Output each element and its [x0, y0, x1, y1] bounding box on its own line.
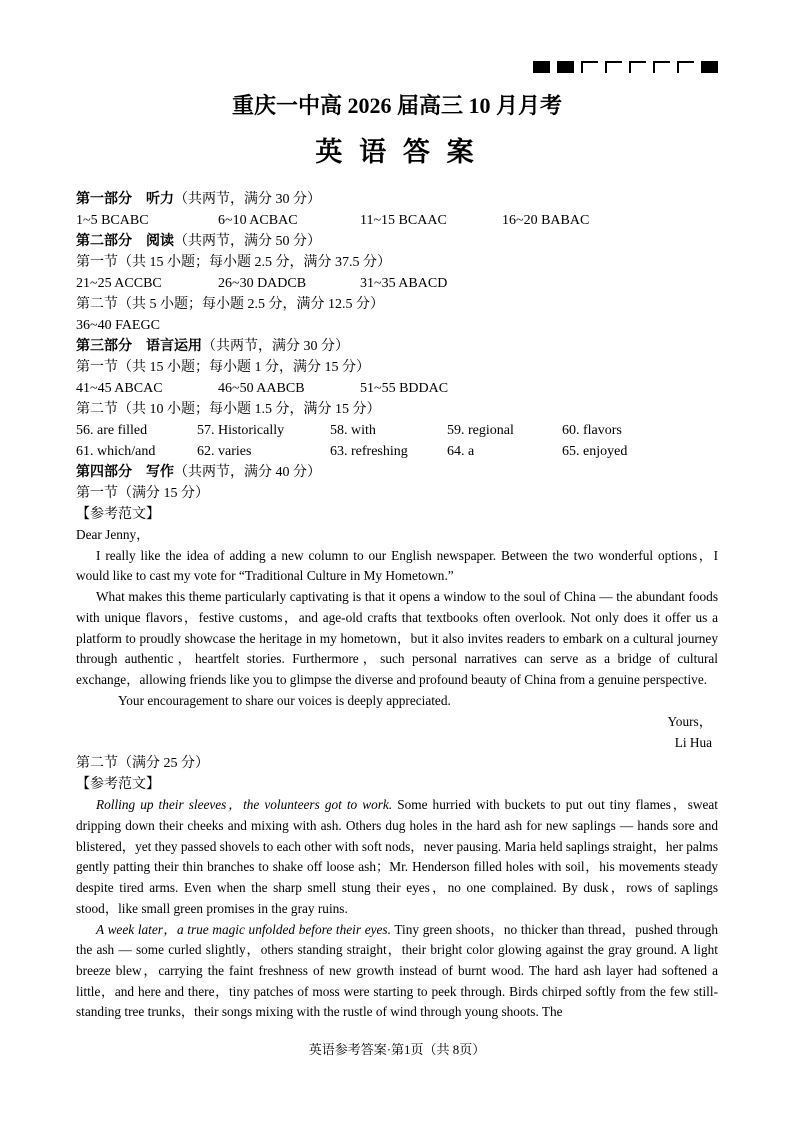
- part3-section1-heading: 第一节（共 15 小题；每小题 1 分，满分 15 分）: [76, 360, 370, 375]
- letter-paragraph-1: I really like the idea of adding a new column to our English newspaper. Between the two wonderful options，I would like to cast my vote for “Traditional Culture in My Hometown.”: [76, 547, 718, 584]
- letter-paragraph-3: Your encouragement to share our voices is deeply appreciated.: [118, 692, 451, 708]
- model-essay-tag: 【参考范文】: [76, 507, 160, 522]
- part3-label: 第三部分 语言运用: [76, 339, 202, 354]
- part2-section2-heading: 第二节（共 5 小题；每小题 2.5 分，满分 12.5 分）: [76, 297, 384, 312]
- answer-group: 11~15 BCAAC: [360, 213, 447, 228]
- answer-group: 41~45 ABCAC: [76, 381, 163, 396]
- part3-section1-answers-row: [76, 378, 718, 399]
- essay-paragraph-2-rest: Tiny green shoots，no thicker than thread，pushed through the ash — some curled slightly，others standing straight，their bright color glowing against the gray ground. A light breeze blew，carrying the faint freshness of new growth instead of burnt wood. The hard ash layer had softened a little，and here and there，tiny patches of moss were starting to peek through. Birds chirped softly from the few still-standing tree trunks，their songs mixing with the rustle of wind through young shoots. The: [76, 921, 718, 1020]
- part4-section1-heading: 第一节（满分 15 分）: [76, 486, 209, 501]
- part3-info: （共两节，满分 30 分）: [202, 339, 349, 354]
- answer-key-section: [76, 189, 718, 525]
- fill-answer: 63. refreshing: [330, 444, 408, 459]
- fill-answer: 61. which/and: [76, 444, 156, 459]
- exam-title: 重庆一中高 2026 届高三 10 月月考: [231, 93, 562, 118]
- fill-answer: 62. varies: [197, 444, 252, 459]
- document-body: [76, 0, 718, 1023]
- part2-info: （共两节，满分 50 分）: [174, 234, 321, 249]
- letter-closing: Yours，: [667, 714, 712, 730]
- fill-answer: 65. enjoyed: [562, 444, 628, 459]
- part3-section2-heading: 第二节（共 10 小题；每小题 1.5 分，满分 15 分）: [76, 402, 381, 417]
- part4-section2-block: [76, 753, 718, 795]
- essay-paragraph-1-rest: Some hurried with buckets to put out tiny flames，sweat dripping down their cheeks and mixing with ash. Others dug holes in the hard ash for new saplings — hands sore and blistered，yet they passed shovels to each other with soft nods，never pausing. Maria held saplings straight，her palms gently patting their thin branches to shake off loose ash；Mr. Henderson filled holes with soil，his movements steady despite tired arms. Even when the sharp smell stung their eyes，no one complained. By dusk，rows of saplings stood，like small green promises in the gray ruins.: [76, 797, 718, 916]
- answer-group: 1~5 BCABC: [76, 213, 149, 228]
- answer-group: 31~35 ABACD: [360, 276, 448, 291]
- fill-answers-row-56-60: [76, 420, 718, 441]
- part4-heading: [76, 462, 718, 483]
- essay-paragraph-1-lead: Rolling up their sleeves，the volunteers got to work.: [96, 797, 393, 813]
- fill-answer: 58. with: [330, 423, 376, 438]
- letter-salutation: Dear Jenny，: [76, 527, 150, 542]
- fill-answer: 60. flavors: [562, 423, 622, 438]
- model-letter: [76, 525, 718, 753]
- answer-group: 51~55 BDDAC: [360, 381, 449, 396]
- letter-paragraph-2: What makes this theme particularly captivating is that it opens a window to the soul of China — the abundant foods with unique flavors，festive customs，and age-old crafts that textbooks often overlook. Not only does it offer us a platform to proudly showcase the heritage in my hometown，but it also invites readers to embark on a cultural journey through authentic，heartfelt stories. Furthermore，such personal narratives can serve as a bridge of cultural exchange，allowing friends like you to glimpse the diverse and profound beauty of China from a genuine perspective.: [76, 589, 718, 687]
- model-essay-tag: 【参考范文】: [76, 777, 160, 793]
- letter-signature: Li Hua: [674, 735, 712, 751]
- answer-group: 21~25 ACCBC: [76, 276, 162, 291]
- fill-answer: 57. Historically: [197, 423, 285, 438]
- part4-info: （共两节，满分 40 分）: [174, 465, 321, 480]
- part2-heading: [76, 231, 718, 252]
- page-footer: 英语参考答案·第1页（共 8页）: [308, 1042, 486, 1057]
- part2-section2-answers-row: [76, 315, 718, 336]
- part1-answers-row: [76, 210, 718, 231]
- model-continuation-essay: [76, 795, 718, 1023]
- fill-answer: 56. are filled: [76, 423, 148, 438]
- fill-answer: 64. a: [447, 444, 475, 459]
- subject-answers-heading: 英 语 答 案: [315, 137, 479, 167]
- part4-label: 第四部分 写作: [76, 465, 174, 480]
- part1-heading: [76, 189, 718, 210]
- answer-group: 46~50 AABCB: [218, 381, 305, 396]
- part3-heading: [76, 336, 718, 357]
- fill-answer: 59. regional: [447, 423, 514, 438]
- part1-label: 第一部分 听力: [76, 192, 174, 207]
- essay-paragraph-2: [76, 920, 718, 1024]
- essay-paragraph-2-lead: A week later，a true magic unfolded before their eyes.: [96, 921, 391, 937]
- answer-group: 16~20 BABAC: [502, 213, 590, 228]
- fill-answers-row-61-65: [76, 441, 718, 462]
- answer-group: 36~40 FAEGC: [76, 318, 160, 333]
- part1-info: （共两节，满分 30 分）: [174, 192, 321, 207]
- answer-group: 6~10 ACBAC: [218, 213, 298, 228]
- part2-label: 第二部分 阅读: [76, 234, 174, 249]
- answer-group: 26~30 DADCB: [218, 276, 307, 291]
- essay-paragraph-1: [76, 795, 718, 919]
- part2-section1-answers-row: [76, 273, 718, 294]
- part2-section1-heading: 第一节（共 15 小题；每小题 2.5 分，满分 37.5 分）: [76, 255, 391, 270]
- part4-section2-heading: 第二节（满分 25 分）: [76, 756, 209, 772]
